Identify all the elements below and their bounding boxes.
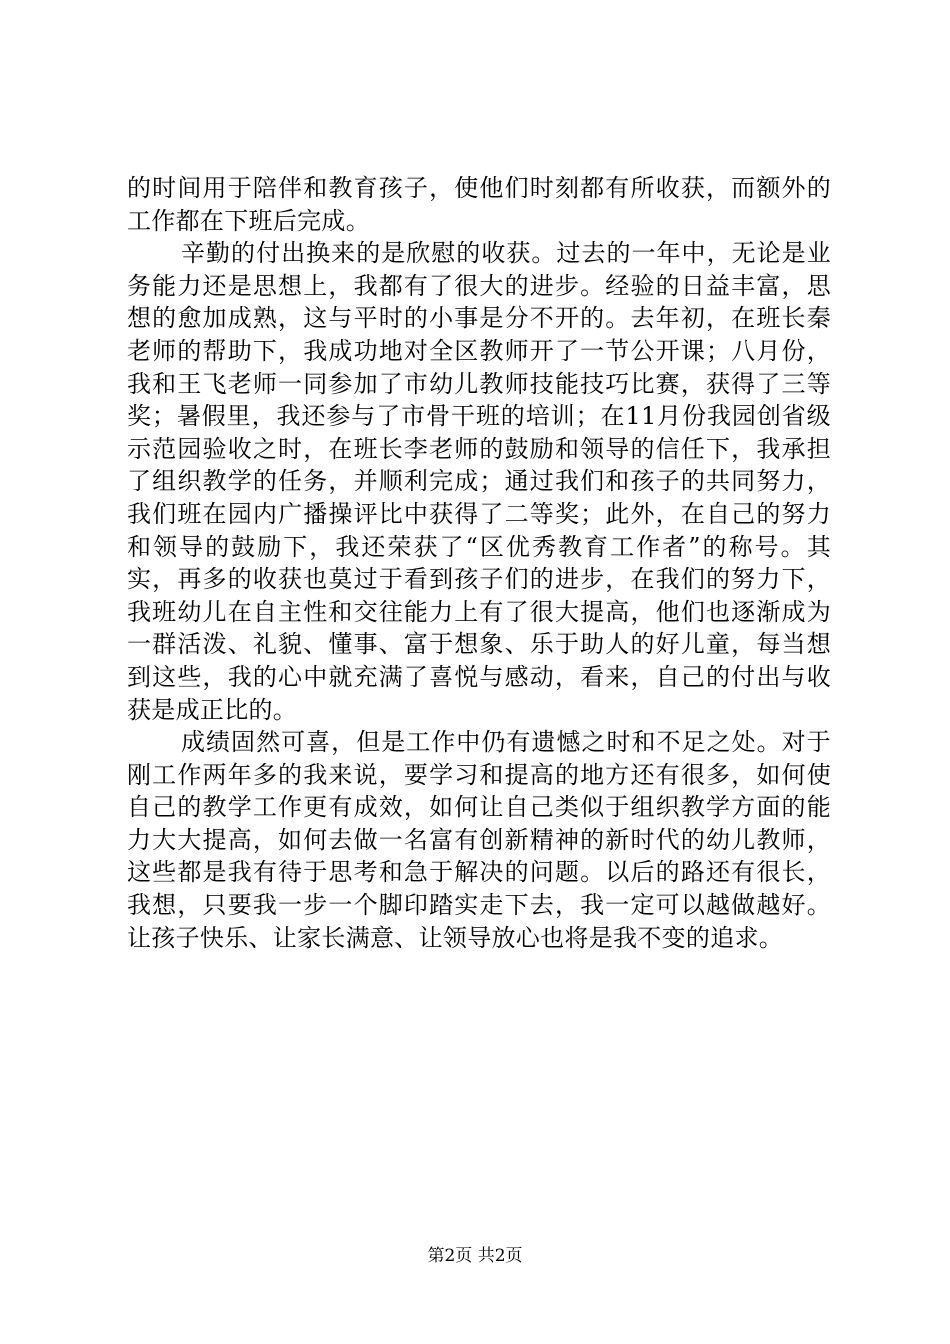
- page-number-footer: 第2页 共2页: [427, 1246, 523, 1266]
- paragraph-continuation: 的时间用于陪伴和教育孩子，使他们时刻都有所收获，而额外的工作都在下班后完成。: [127, 174, 831, 235]
- paragraph-achievements: 辛勤的付出换来的是欣慰的收获。过去的一年中，无论是业务能力还是思想上，我都有了很大的进步。经验的日益丰富，思想的愈加成熟，这与平时的小事是分不开的。去年初，在班长秦老师的帮助下，我成功地对全区教师开了一节公开课；八月份，我和王飞老师一同参加了市幼儿教师技能技巧比赛，获得了三等奖；暑假里，我还参与了市骨干班的培训；在11月份我园创省级示范园验收之时，在班长李老师的鼓励和领导的信任下，我承担了组织教学的任务，并顺利完成；通过我们和孩子的共同努力，我们班在园内广播操评比中获得了二等奖；此外，在自己的努力和领导的鼓励下，我还荣获了“区优秀教育工作者”的称号。其实，再多的收获也莫过于看到孩子们的进步，在我们的努力下，我班幼儿在自主性和交往能力上有了很大提高，他们也逐渐成为一群活泼、礼貌、懂事、富于想象、乐于助人的好儿童，每当想到这些，我的心中就充满了喜悦与感动，看来，自己的付出与收获是成正比的。: [127, 239, 831, 724]
- paragraph-shortcomings: 成绩固然可喜，但是工作中仍有遗憾之时和不足之处。对于刚工作两年多的我来说，要学习和提高的地方还有很多，如何使自己的教学工作更有成效，如何让自己类似于组织教学方面的能力大大提高，如何去做一名富有创新精神的新时代的幼儿教师，这些都是我有待于思考和急于解决的问题。以后的路还有很长，我想，只要我一步一个脚印踏实走下去，我一定可以越做越好。让孩子快乐、让家长满意、让领导放心也将是我不变的追求。: [127, 728, 831, 952]
- document-body: [127, 172, 831, 954]
